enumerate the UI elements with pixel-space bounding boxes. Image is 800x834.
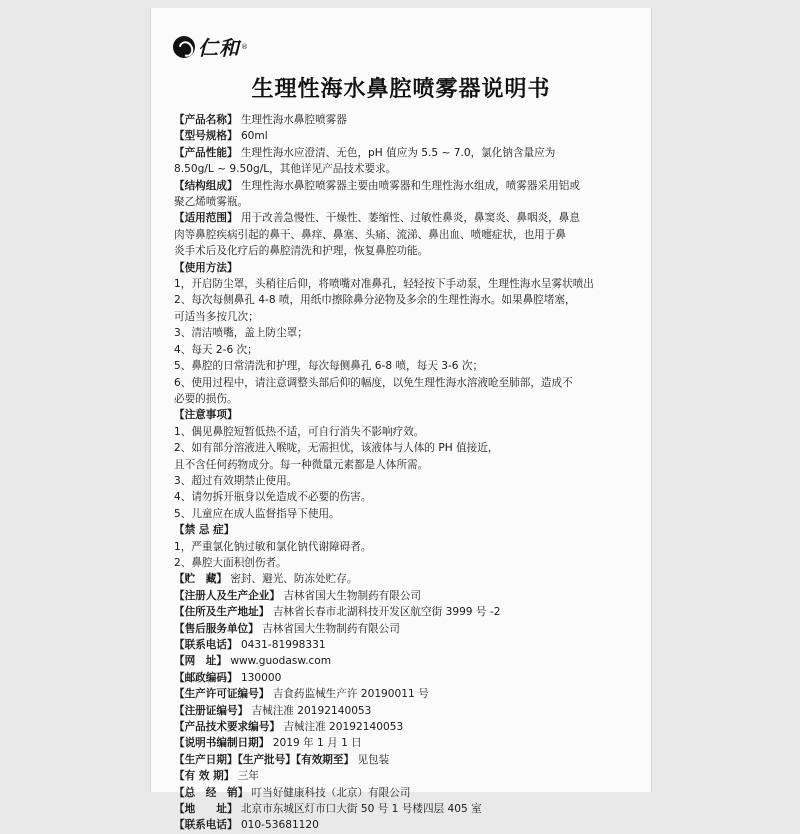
field-distributor-address xyxy=(174,801,639,817)
field-label: 【 产品技术要求编号 】 xyxy=(174,721,280,733)
field-value: 叮当好健康科技（北京）有限公司 xyxy=(251,786,411,799)
field-label: 【 型号规格 】 xyxy=(174,130,238,142)
field-value: 吉械注准 20192140053 xyxy=(283,721,404,734)
field-value: 吉械注准 20192140053 xyxy=(251,704,372,717)
field-value: 130000 xyxy=(240,671,282,684)
field-compile-date xyxy=(174,735,639,751)
field-tech-req-no xyxy=(174,719,639,735)
field-label: 【 有效期至 】 xyxy=(296,754,354,766)
usage-line: 4、每天 2-6 次； xyxy=(174,343,258,356)
field-value: 吉林省长春市北湖科技开发区航空街 3999 号 -2 xyxy=(272,606,501,619)
field-distributor-phone xyxy=(174,817,639,833)
field-value: 密封、避光、防冻处贮存。 xyxy=(230,573,358,586)
field-label: 【 注意事项 】 xyxy=(174,409,238,421)
field-label: 【 网 址 】 xyxy=(174,655,227,667)
contraindication-line: 1，严重氯化钠过敏和氯化钠代谢障碍者。 xyxy=(174,540,372,553)
field-value: 生理性海水应澄清、无色，pH 值应为 5.5 ~ 7.0，氯化钠含量应为 xyxy=(240,146,556,159)
field-registration-no xyxy=(174,703,639,719)
section-usage-header xyxy=(174,260,639,276)
notes-line: 2、如有部分溶液进入喉咙，无需担忧，该液体与人体的 PH 值接近， xyxy=(174,442,499,455)
field-product-name xyxy=(174,112,639,128)
field-after-sales xyxy=(174,621,639,637)
field-label: 【 贮 藏 】 xyxy=(174,573,227,585)
field-value: 用于改善急慢性、干燥性、萎缩性、过敏性鼻炎，鼻窦炎、鼻咽炎，鼻息 xyxy=(240,212,580,225)
field-value: 北京市东城区灯市口大街 50 号 1 号楼四层 405 室 xyxy=(240,803,482,816)
field-label: 【 产品名称 】 xyxy=(174,114,238,126)
field-value: 吉林省国大生物制药有限公司 xyxy=(262,622,400,635)
field-label: 【 注册人及生产企业 】 xyxy=(174,590,280,602)
field-validity xyxy=(174,768,639,784)
contraindication-line: 2、鼻腔大面积创伤者。 xyxy=(174,556,287,569)
field-label: 【 住所及生产地址 】 xyxy=(174,606,269,618)
field-storage xyxy=(174,571,639,587)
field-label: 【 售后服务单位 】 xyxy=(174,623,259,635)
field-distributor xyxy=(174,785,639,801)
notes-line: 且不含任何药物成分。每一种微量元素都是人体所需。 xyxy=(174,458,429,471)
field-label: 【 联系电话 】 xyxy=(174,639,238,651)
registered-mark: ® xyxy=(241,42,248,51)
usage-line: 可适当多按几次； xyxy=(174,310,259,323)
field-label: 【 使用方法 】 xyxy=(174,262,238,274)
field-model xyxy=(174,128,639,144)
field-structure xyxy=(174,178,639,194)
field-value: 见包装 xyxy=(357,753,390,766)
field-value: 010-53681120 xyxy=(240,819,319,832)
field-value: 生理性海水鼻腔喷雾器 xyxy=(240,114,347,126)
document-title: 生理性海水鼻腔喷雾器说明书 xyxy=(251,77,551,102)
usage-line: 6、使用过程中，请注意调整头部后仰的幅度，以免生理性海水溶液呛至肺部，造成不 xyxy=(174,376,573,389)
brand-logo-icon xyxy=(173,36,195,58)
field-label: 【 结构组成 】 xyxy=(174,180,238,192)
field-value: 三年 xyxy=(237,770,259,783)
field-registrant xyxy=(174,588,639,604)
field-label: 【 邮政编码 】 xyxy=(174,672,238,684)
usage-line: 2、每次每侧鼻孔 4-8 喷，用纸巾擦除鼻分泌物及多余的生理性海水。如果鼻腔堵塞， xyxy=(174,294,576,307)
instruction-sheet xyxy=(150,8,652,832)
field-label: 【 地 址 】 xyxy=(174,803,238,815)
field-continuation: 聚乙烯喷雾瓶。 xyxy=(174,196,249,209)
field-value: 60ml xyxy=(240,130,268,143)
usage-line: 1，开启防尘罩，头稍往后仰，将喷嘴对准鼻孔，轻轻按下手动泵，生理性海水呈雾状喷出 xyxy=(174,278,594,291)
document-body xyxy=(174,112,639,834)
field-website xyxy=(174,653,639,669)
field-postcode xyxy=(174,670,639,686)
usage-line: 5、鼻腔的日常清洗和护理，每次每侧鼻孔 6-8 喷，每天 3-6 次； xyxy=(174,360,484,373)
notes-line: 3、超过有效期禁止使用。 xyxy=(174,474,298,487)
field-address xyxy=(174,604,639,620)
notes-line: 1、偶见鼻腔短暂低热不适，可自行消失不影响疗效。 xyxy=(174,425,425,438)
field-phone xyxy=(174,637,639,653)
field-label: 【 有 效 期 】 xyxy=(174,770,234,782)
brand-logo xyxy=(173,32,248,61)
usage-line: 必要的损伤。 xyxy=(174,392,238,405)
notes-line: 4、请勿拆开瓶身以免造成不必要的伤害。 xyxy=(174,491,372,504)
field-label: 【 生产日期 】 xyxy=(174,754,238,766)
field-continuation: 8.50g/L ~ 9.50g/L，其他详见产品技术要求。 xyxy=(174,163,397,176)
field-value: 0431-81998331 xyxy=(240,639,326,651)
section-notes-header xyxy=(174,407,639,423)
field-label: 【 联系电话 】 xyxy=(174,819,238,831)
field-value: 吉食药监械生产许 20190011 号 xyxy=(272,688,429,701)
field-label: 【 生产批号 】 xyxy=(238,754,296,766)
field-label: 【 生产许可证编号 】 xyxy=(174,688,269,700)
field-value: 2019 年 1 月 1 日 xyxy=(272,737,362,750)
field-continuation: 炎手术后及化疗后的鼻腔清洗和护理，恢复鼻腔功能。 xyxy=(174,245,429,258)
field-performance xyxy=(174,145,639,161)
notes-line: 5、儿童应在成人监督指导下使用。 xyxy=(174,507,340,520)
section-contraindications-header xyxy=(174,522,639,538)
field-label: 【 产品性能 】 xyxy=(174,147,238,159)
field-value: www.guodasw.com xyxy=(230,655,332,668)
field-label: 【 适用范围 】 xyxy=(174,212,238,224)
field-label: 【 总 经 销 】 xyxy=(174,787,248,799)
field-value: 吉林省国大生物制药有限公司 xyxy=(283,589,422,602)
field-production-license xyxy=(174,686,639,702)
field-production-info xyxy=(174,752,639,768)
brand-name: 仁和 xyxy=(198,36,240,60)
field-label: 【 注册证编号 】 xyxy=(174,705,248,717)
field-scope xyxy=(174,210,639,226)
field-continuation: 肉等鼻腔疾病引起的鼻干、鼻痒、鼻塞、头痛、流涕、鼻出血、喷嚏症状，也用于鼻 xyxy=(174,228,566,241)
usage-line: 3、清洁喷嘴，盖上防尘罩； xyxy=(174,327,308,340)
field-label: 【 说明书编制日期 】 xyxy=(174,737,269,749)
field-label: 【 禁 忌 症 】 xyxy=(174,524,234,536)
field-value: 生理性海水鼻腔喷雾器主要由喷雾器和生理性海水组成，喷雾器采用铝或 xyxy=(240,179,580,192)
